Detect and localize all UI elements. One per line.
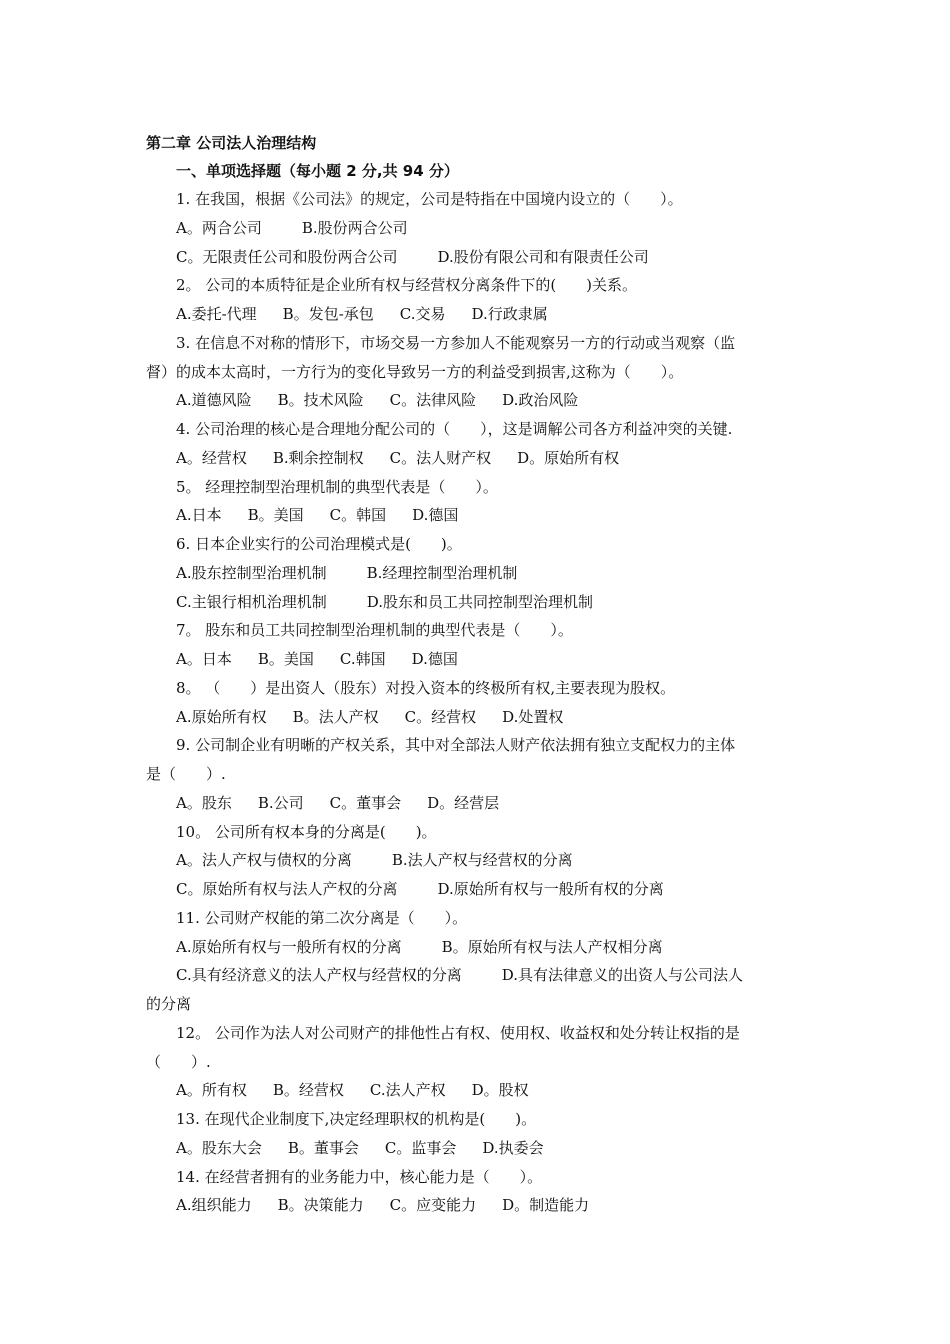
question-text: 4. 公司治理的核心是合理地分配公司的（ ），这是调解公司各方利益冲突的关键.	[176, 420, 733, 438]
question-item	[146, 530, 810, 616]
question-text: 2。 公司的本质特征是企业所有权与经营权分离条件下的( )关系。	[176, 276, 638, 295]
answer-option: D.股东和员工共同控制型治理机制	[366, 592, 593, 611]
question-text: 12。 公司作为法人对公司财产的排他性占有权、使用权、收益权和处分转让权指的是	[176, 1023, 740, 1042]
answer-option: D.行政隶属	[471, 305, 548, 323]
question-text: 11. 公司财产权能的第二次分离是（ ）。	[176, 908, 468, 927]
answer-option: C。经营权	[404, 707, 477, 726]
answer-option: B。技术风险	[277, 391, 364, 410]
answer-option: C。应变能力	[389, 1196, 477, 1215]
question-text: 14. 在经营者拥有的业务能力中，核心能力是（ ）。	[176, 1167, 543, 1186]
answer-option: D。制造能力	[502, 1196, 590, 1215]
answer-option: B。决策能力	[277, 1196, 364, 1215]
option-row	[146, 559, 810, 588]
answer-option: B。原始所有权与法人产权相分离	[441, 937, 663, 956]
option-row	[146, 386, 810, 415]
question-text: 10。 公司所有权本身的分离是( )。	[176, 822, 437, 841]
answer-option: B.法人产权与经营权的分离	[391, 851, 573, 870]
question-text: 9. 公司制企业有明晰的产权关系，其中对全部法人财产依法拥有独立支配权力的主体	[176, 736, 736, 755]
question-item	[146, 473, 810, 531]
option-row	[146, 300, 810, 329]
answer-option: C.主银行相机治理机制	[176, 592, 327, 611]
answer-option: B。美国	[247, 506, 304, 525]
question-item	[146, 329, 810, 415]
question-text: 8。 （ ）是出资人（股东）对投入资本的终极所有权,主要表现为股权。	[176, 678, 676, 697]
answer-option: A.日本	[176, 506, 222, 525]
option-row	[146, 1191, 810, 1220]
answer-option: A。所有权	[176, 1081, 247, 1100]
answer-option: D.政治风险	[502, 391, 579, 410]
answer-option: A.道德风险	[176, 391, 252, 410]
section-title: 一、单项选择题（每小题 2 分,共 94 分）	[176, 162, 459, 180]
question-text: 13. 在现代企业制度下,决定经理职权的机构是( )。	[176, 1110, 537, 1128]
question-item	[146, 731, 810, 817]
answer-option: C。韩国	[329, 506, 387, 525]
answer-option: A。股东大会	[176, 1138, 262, 1157]
answer-option: C.交易	[399, 305, 446, 323]
answer-option: B.股份两合公司	[301, 218, 408, 237]
option-row	[146, 588, 810, 617]
answer-option: C。法律风险	[389, 391, 477, 410]
question-text-continued: 是（ ）.	[146, 765, 226, 783]
answer-option: A。两合公司	[176, 218, 262, 237]
answer-option: D.执委会	[482, 1138, 544, 1157]
option-row	[146, 703, 810, 732]
option-text-continued: 的分离	[146, 995, 192, 1013]
answer-option: D.处置权	[502, 707, 564, 726]
question-item	[146, 1163, 810, 1221]
option-row	[146, 1076, 810, 1105]
question-text: 6. 日本企业实行的公司治理模式是( )。	[176, 535, 462, 553]
question-text: 5。 经理控制型治理机制的典型代表是（ ）。	[176, 477, 498, 496]
answer-option: C。法人财产权	[389, 448, 492, 467]
answer-option: D。原始所有权	[517, 448, 620, 467]
question-text-continued: （ ）.	[146, 1052, 211, 1071]
question-item	[146, 904, 810, 1019]
option-row	[146, 961, 810, 990]
answer-option: B.剩余控制权	[272, 448, 364, 467]
answer-option: A。法人产权与债权的分离	[176, 851, 352, 870]
chapter-title: 第二章 公司法人治理结构	[146, 134, 317, 152]
answer-option: B。经营权	[272, 1081, 344, 1100]
option-row	[146, 1134, 810, 1163]
answer-option: B。美国	[257, 650, 314, 668]
option-row	[146, 214, 810, 243]
answer-option: D.德国	[412, 506, 459, 525]
answer-option: C。无限责任公司和股份两合公司	[176, 247, 398, 266]
question-item	[146, 1105, 810, 1163]
answer-option: D.股份有限公司和有限责任公司	[437, 247, 649, 266]
answer-option: B.公司	[257, 793, 304, 812]
question-item	[146, 415, 810, 473]
answer-option: D。经营层	[427, 793, 500, 812]
question-item	[146, 271, 810, 329]
answer-option: C。董事会	[329, 793, 402, 812]
question-text-continued: 督）的成本太高时，一方行为的变化导致另一方的利益受到损害,这称为（ ）。	[146, 362, 684, 381]
answer-option: C。原始所有权与法人产权的分离	[176, 880, 398, 898]
answer-option: C。监事会	[384, 1138, 457, 1157]
answer-option: A。经营权	[176, 448, 247, 467]
option-row	[146, 875, 810, 904]
option-row	[146, 444, 810, 473]
question-item	[146, 616, 810, 674]
question-item	[146, 1019, 810, 1105]
question-text: 1. 在我国，根据《公司法》的规定，公司是特指在中国境内设立的（ ）。	[176, 190, 683, 208]
answer-option: B.经理控制型治理机制	[366, 563, 518, 582]
option-row	[146, 243, 810, 272]
question-text: 7。 股东和员工共同控制型治理机制的典型代表是（ ）。	[176, 621, 573, 640]
answer-option: B。董事会	[287, 1138, 359, 1157]
answer-option: B。法人产权	[292, 707, 379, 726]
option-row	[146, 645, 810, 674]
answer-option: A。日本	[176, 650, 232, 668]
answer-option: D.原始所有权与一般所有权的分离	[437, 880, 664, 898]
question-item	[146, 818, 810, 904]
answer-option: A.股东控制型治理机制	[176, 563, 327, 582]
question-text: 3. 在信息不对称的情形下，市场交易一方参加人不能观察另一方的行动或当观察（监	[176, 333, 736, 352]
answer-option: C.韩国	[339, 650, 386, 668]
answer-option: A.原始所有权与一般所有权的分离	[176, 937, 402, 956]
answer-option: D。股权	[471, 1081, 529, 1100]
question-item	[146, 185, 810, 271]
answer-option: C.法人产权	[369, 1081, 446, 1100]
option-row	[146, 501, 810, 530]
option-row	[146, 789, 810, 818]
option-row	[146, 846, 810, 875]
answer-option: A.原始所有权	[176, 707, 267, 726]
answer-option: A。股东	[176, 793, 232, 812]
option-row	[146, 933, 810, 962]
answer-option: B。发包-承包	[282, 305, 374, 323]
question-item	[146, 674, 810, 732]
answer-option: D.具有法律意义的出资人与公司法人	[501, 966, 743, 985]
answer-option: C.具有经济意义的法人产权与经营权的分离	[176, 966, 462, 985]
answer-option: A.组织能力	[176, 1196, 252, 1215]
answer-option: D.德国	[411, 650, 458, 668]
question-list	[146, 185, 810, 1220]
answer-option: A.委托-代理	[176, 305, 257, 323]
